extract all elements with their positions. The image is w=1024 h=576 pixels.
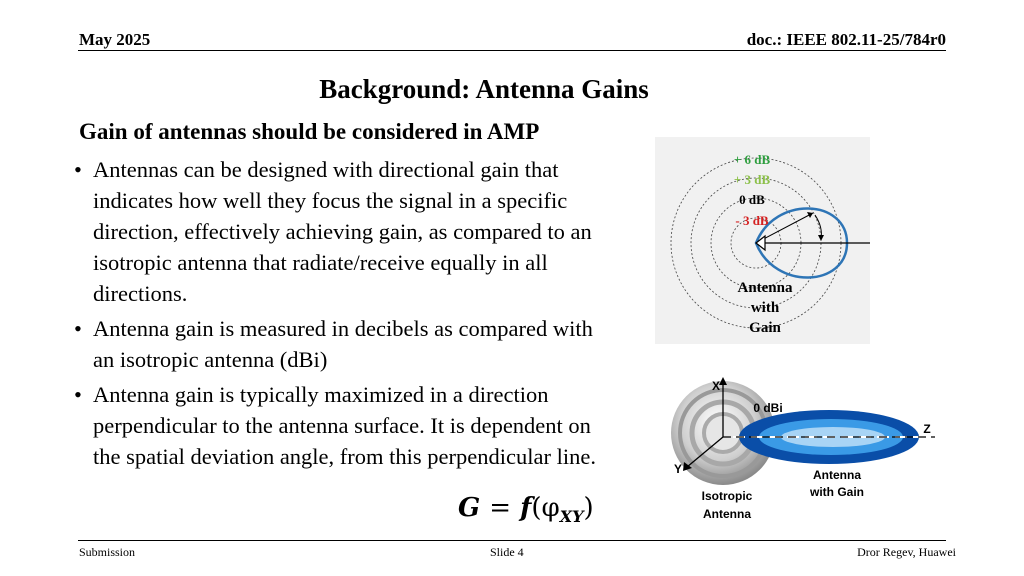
level-label-6db: + 6 dB (733, 152, 771, 167)
isotropic-label: Isotropic (701, 489, 753, 503)
level-label-3db: + 3 dB (733, 172, 771, 187)
footer-author: Dror Regev, Huawei (857, 545, 956, 559)
formula-subscript: XY (559, 507, 584, 526)
caption-line: with (750, 300, 780, 316)
x-axis-arrow-icon (719, 377, 727, 385)
level-label-0dbi: 0 dBi (753, 401, 783, 415)
footer-submission: Submission (79, 545, 136, 559)
header-date: May 2025 (79, 30, 151, 49)
slide-subtitle: Gain of antennas should be considered in AMP (79, 119, 540, 144)
gain-antenna-label: with Gain (810, 485, 864, 499)
bullet-item: • Antenna gain is measured in decibels as compared with an isotropic antenna (dBi) (74, 313, 614, 375)
slide-title: Background: Antenna Gains (319, 74, 649, 104)
axis-label-z: Z (923, 422, 931, 436)
caption-line: Antenna (737, 280, 793, 296)
radiation-3d-diagram (665, 373, 945, 528)
bullet-item: • Antennas can be designed with directional gain that indicates how well they focus the signal in a specific direction, effectively achieving gain, as compared to an isotropic antenna that radiate/receive equally in all directions. (74, 154, 614, 309)
level-label-0db: 0 dB (739, 192, 765, 207)
bullet-list (74, 154, 614, 476)
bullet-item: • Antenna gain is typically maximized in a direction perpendicular to the antenna surface. It is dependent on the spatial deviation angle, from this perpendicular line. (74, 379, 614, 472)
formula-func: f (520, 493, 532, 523)
footer-slide-number: Slide 4 (490, 545, 524, 559)
footer-rule (78, 540, 946, 541)
axis-label-y: Y (673, 462, 683, 476)
isotropic-label: Antenna (703, 507, 751, 521)
gain-antenna-label: Antenna (813, 468, 861, 482)
caption-line: Gain (749, 320, 781, 336)
axis-label-x: X (711, 379, 721, 393)
formula-arg: φ (541, 493, 560, 523)
polar-gain-diagram (655, 137, 870, 344)
formula-lhs: G (458, 493, 481, 523)
formula-equals: = (489, 493, 512, 523)
level-label-minus3db: - 3 dB (735, 213, 769, 228)
gain-formula: $G = f(\varphi_{XY})$ (458, 493, 594, 526)
header-rule (78, 50, 946, 51)
header-doc-id: doc.: IEEE 802.11-25/784r0 (746, 30, 946, 49)
